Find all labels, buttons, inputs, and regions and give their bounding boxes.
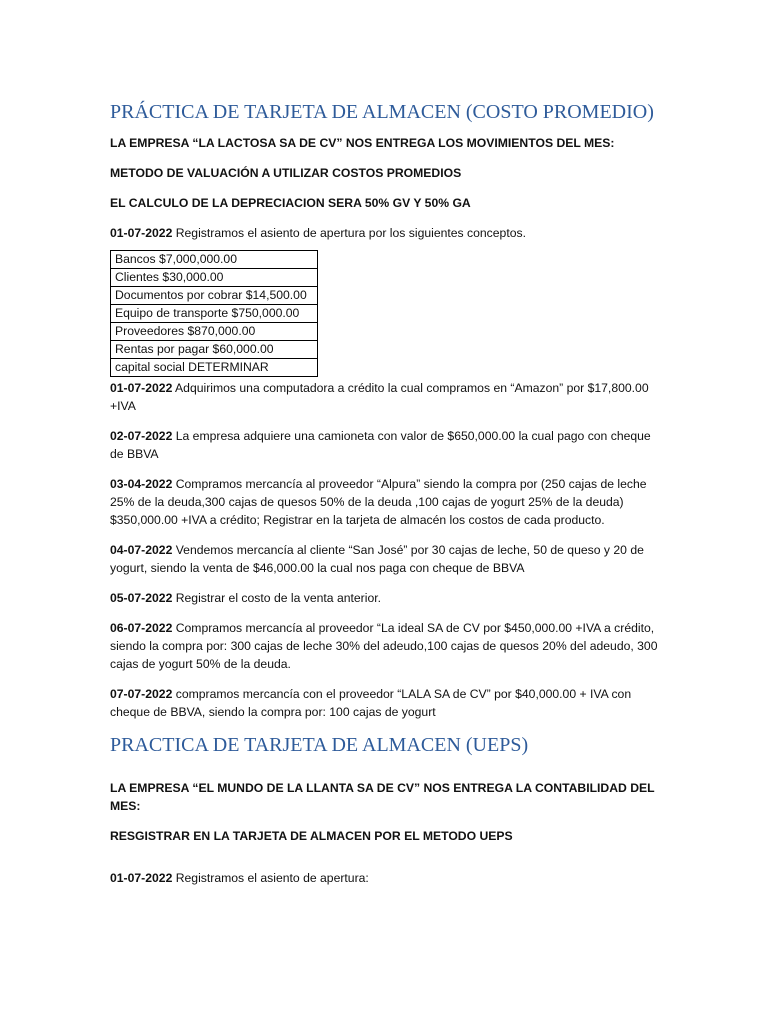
entry-text: Registramos el asiento de apertura: bbox=[172, 871, 369, 885]
table-row bbox=[111, 341, 318, 359]
section1-opening-entry bbox=[110, 224, 662, 242]
table-row bbox=[111, 287, 318, 305]
entry-date: 06-07-2022 bbox=[110, 621, 173, 635]
table-cell: Clientes $30,000.00 bbox=[111, 269, 318, 287]
table-row bbox=[111, 305, 318, 323]
entry-text: La empresa adquiere una camioneta con valor de $650,000.00 la cual pago con cheque de BBVA bbox=[110, 429, 651, 461]
entry-date: 07-07-2022 bbox=[110, 687, 173, 701]
entry-paragraph bbox=[110, 685, 662, 721]
entry-paragraph bbox=[110, 475, 662, 529]
entry-paragraph bbox=[110, 379, 662, 415]
entry-text: Compramos mercancía al proveedor “Alpura” siendo la compra por (250 cajas de leche 25% de la deuda,300 cajas de quesos 50% de la deuda ,100 cajas de yogurt 25% de la deuda) $350,000.00 +IVA a crédito; Registrar en la tarjeta de almacén los costos de cada producto. bbox=[110, 477, 647, 527]
table-cell: Documentos por cobrar $14,500.00 bbox=[111, 287, 318, 305]
section2-title: PRACTICA DE TARJETA DE ALMACEN (UEPS) bbox=[110, 734, 529, 756]
entry-text: Registrar el costo de la venta anterior. bbox=[172, 591, 381, 605]
entry-text: Vendemos mercancía al cliente “San José” por 30 cajas de leche, 50 de queso y 20 de yogurt, siendo la venta de $46,000.00 la cual nos paga con cheque de BBVA bbox=[110, 543, 644, 575]
table-cell: Proveedores $870,000.00 bbox=[111, 323, 318, 341]
entry-date: 01-07-2022 bbox=[110, 226, 173, 240]
section2-intro-company: LA EMPRESA “EL MUNDO DE LA LLANTA SA DE CV” NOS ENTREGA LA CONTABILIDAD DEL MES: bbox=[110, 781, 655, 813]
table-cell: Bancos $7,000,000.00 bbox=[111, 251, 318, 269]
table-cell: Rentas por pagar $60,000.00 bbox=[111, 341, 318, 359]
entry-paragraph bbox=[110, 427, 662, 463]
entry-text: Adquirimos una computadora a crédito la cual compramos en “Amazon” por $17,800.00 +IVA bbox=[110, 381, 649, 413]
entry-date: 01-07-2022 bbox=[110, 871, 173, 885]
section1-intro-company: LA EMPRESA “LA LACTOSA SA DE CV” NOS ENTREGA LOS MOVIMIENTOS DEL MES: bbox=[110, 136, 615, 150]
table-row bbox=[111, 269, 318, 287]
section1-title: PRÁCTICA DE TARJETA DE ALMACEN (COSTO PROMEDIO) bbox=[110, 101, 654, 123]
entry-date: 03-04-2022 bbox=[110, 477, 173, 491]
table-row bbox=[111, 359, 318, 377]
entry-date: 02-07-2022 bbox=[110, 429, 173, 443]
opening-balance-table bbox=[110, 250, 318, 377]
section2-intro-method: RESGISTRAR EN LA TARJETA DE ALMACEN POR EL METODO UEPS bbox=[110, 829, 513, 843]
entry-text: Registramos el asiento de apertura por los siguientes conceptos. bbox=[172, 226, 526, 240]
table-cell: Equipo de transporte $750,000.00 bbox=[111, 305, 318, 323]
spacer bbox=[110, 857, 662, 869]
section1-intro-depreciation: EL CALCULO DE LA DEPRECIACION SERA 50% GV Y 50% GA bbox=[110, 196, 471, 210]
table-row bbox=[111, 323, 318, 341]
table-row bbox=[111, 251, 318, 269]
section1-intro-method: METODO DE VALUACIÓN A UTILIZAR COSTOS PROMEDIOS bbox=[110, 166, 462, 180]
entry-text: Compramos mercancía al proveedor “La ideal SA de CV por $450,000.00 +IVA a crédito, siendo la compra por: 300 cajas de leche 30% del adeudo,100 cajas de quesos 20% del adeudo, 300 cajas de yogurt 50% de la deuda. bbox=[110, 621, 658, 671]
entry-date: 04-07-2022 bbox=[110, 543, 173, 557]
entry-date: 01-07-2022 bbox=[110, 381, 173, 395]
entry-paragraph bbox=[110, 541, 662, 577]
entry-paragraph bbox=[110, 589, 662, 607]
entry-text: compramos mercancía con el proveedor “LALA SA de CV” por $40,000.00 + IVA con cheque de BBVA, siendo la compra por: 100 cajas de yogurt bbox=[110, 687, 632, 719]
table-cell: capital social DETERMINAR bbox=[111, 359, 318, 377]
entry-date: 05-07-2022 bbox=[110, 591, 173, 605]
entry-paragraph bbox=[110, 619, 662, 673]
section2-opening-entry bbox=[110, 869, 662, 887]
document-content bbox=[110, 100, 662, 899]
